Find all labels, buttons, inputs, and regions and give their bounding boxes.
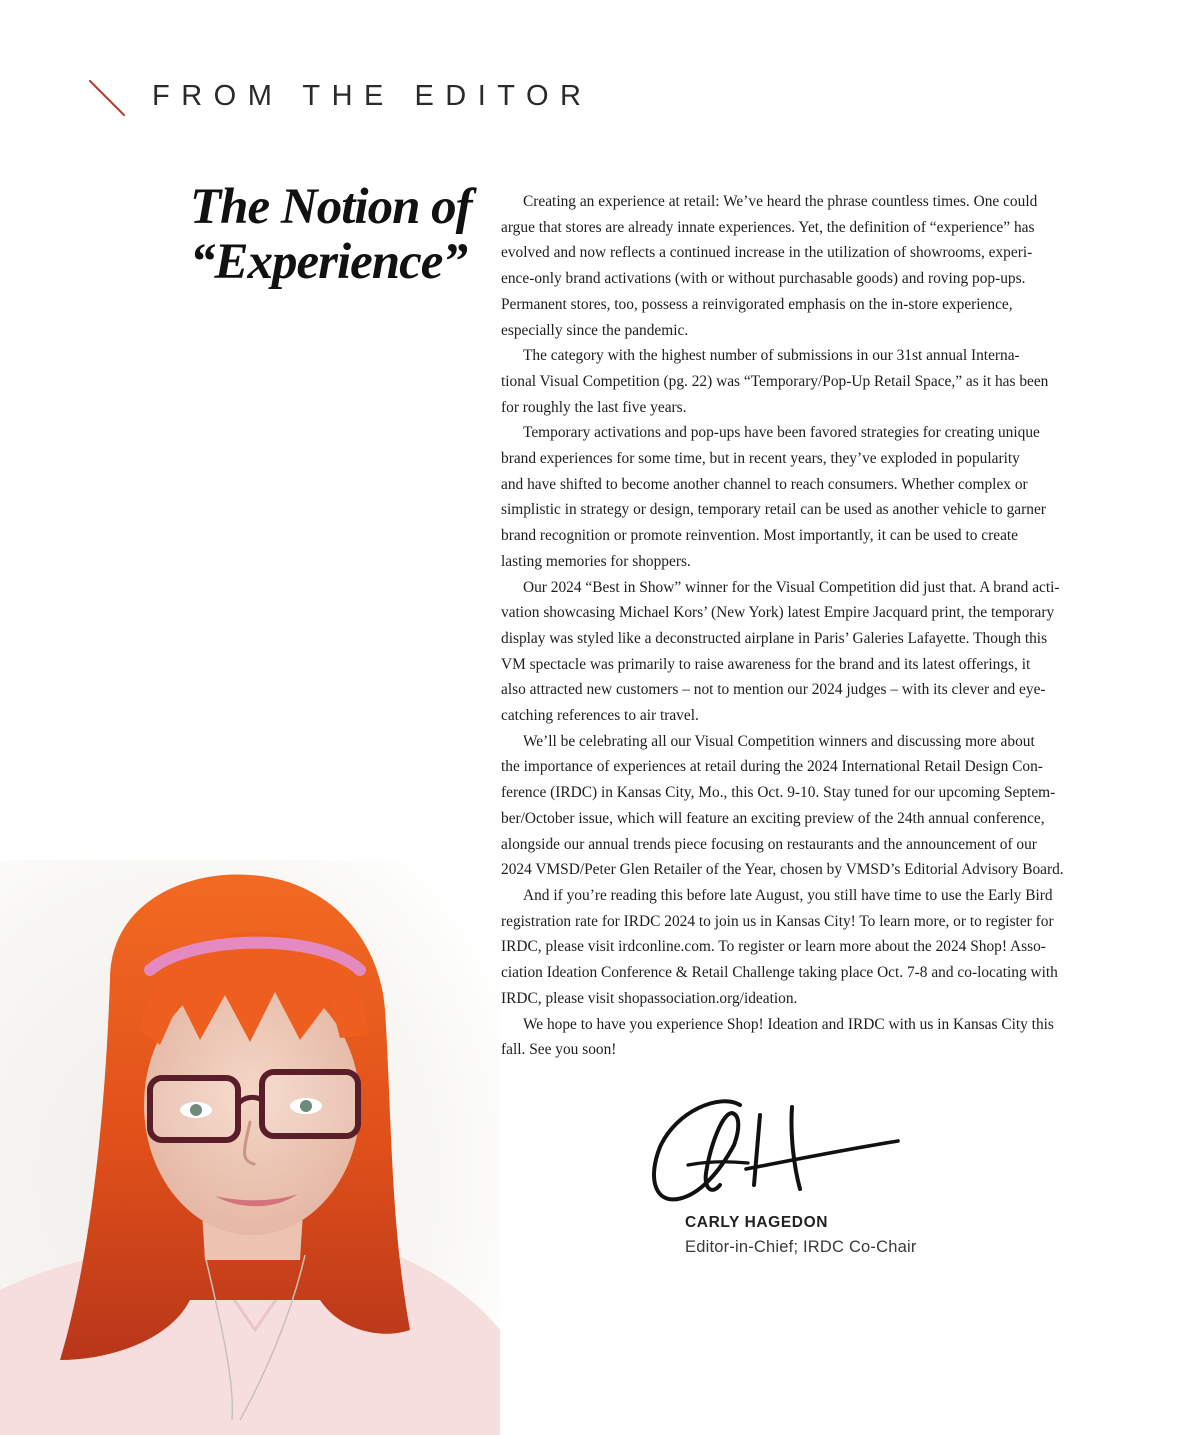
diagonal-slash-icon: [84, 78, 130, 118]
article-line: VM spectacle was primarily to raise awareness for the brand and its latest offerings, it: [501, 655, 1031, 673]
article-line: ference (IRDC) in Kansas City, Mo., this Oct. 9-10. Stay tuned for our upcoming Septem-: [501, 784, 1056, 802]
article-line: Temporary activations and pop-ups have been favored strategies for creating unique: [523, 424, 1040, 442]
article-line: 2024 VMSD/Peter Glen Retailer of the Year, chosen by VMSD’s Editorial Advisory Board.: [501, 861, 1064, 879]
article-line: lasting memories for shoppers.: [501, 552, 691, 570]
article-line: Creating an experience at retail: We’ve heard the phrase countless times. One could: [523, 193, 1038, 210]
article-line: We hope to have you experience Shop! Ideation and IRDC with us in Kansas City this: [523, 1015, 1054, 1033]
article-line: fall. See you soon!: [501, 1041, 617, 1059]
article-line: ence-only brand activations (with or without purchasable goods) and roving pop-ups.: [501, 270, 1026, 288]
editor-name: CARLY HAGEDON: [685, 1214, 829, 1231]
editor-portrait: [0, 860, 500, 1435]
article-line: And if you’re reading this before late August, you still have time to use the Early Bird: [523, 886, 1053, 904]
article-headline: [190, 180, 500, 290]
editor-title: Editor-in-Chief; IRDC Co-Chair: [685, 1238, 917, 1256]
article-line: and have shifted to become another channel to reach consumers. Whether complex or: [501, 475, 1028, 493]
article-line: IRDC, please visit shopassociation.org/ideation.: [501, 989, 798, 1007]
headline-line-2: “Experience”: [190, 234, 467, 290]
article-line: vation showcasing Michael Kors’ (New York) latest Empire Jacquard print, the temporary: [501, 604, 1055, 622]
section-kicker: FROM THE EDITOR: [152, 80, 593, 112]
article-line: We’ll be celebrating all our Visual Competition winners and discussing more about: [523, 732, 1035, 750]
article-line: alongside our annual trends piece focusing on restaurants and the announcement of our: [501, 835, 1037, 853]
article-line: IRDC, please visit irdconline.com. To register or learn more about the 2024 Shop! Asso-: [501, 938, 1046, 956]
article-line: tional Visual Competition (pg. 22) was “Temporary/Pop-Up Retail Space,” as it has been: [501, 372, 1049, 390]
article-line: especially since the pandemic.: [501, 321, 689, 339]
article-line: the importance of experiences at retail during the 2024 International Retail Design Con-: [501, 758, 1043, 776]
article-line: brand experiences for some time, but in recent years, they’ve exploded in popularity: [501, 450, 1020, 468]
article-body: [501, 189, 1086, 1063]
article-line: also attracted new customers – not to mention our 2024 judges – with its clever and eye-: [501, 681, 1046, 699]
article-line: brand recognition or promote reinvention. Most importantly, it can be used to create: [501, 527, 1019, 545]
article-line: ciation Ideation Conference & Retail Challenge taking place Oct. 7-8 and co-locating with: [501, 964, 1058, 982]
article-line: ber/October issue, which will feature an exciting preview of the 24th annual conference,: [501, 809, 1045, 827]
article-line: display was styled like a deconstructed airplane in Paris’ Galeries Lafayette. Though this: [501, 629, 1048, 647]
article-line: Permanent stores, too, possess a reinvigorated emphasis on the in-store experience,: [501, 295, 1013, 313]
article-line: catching references to air travel.: [501, 707, 699, 725]
article-line: argue that stores are already innate experiences. Yet, the definition of “experience” has: [501, 218, 1035, 236]
article-line: simplistic in strategy or design, temporary retail can be used as another vehicle to garner: [501, 501, 1046, 519]
article-line: Our 2024 “Best in Show” winner for the Visual Competition did just that. A brand acti-: [523, 578, 1060, 596]
headline-line-1: The Notion of: [190, 179, 472, 235]
article-line: registration rate for IRDC 2024 to join us in Kansas City! To learn more, or to register for: [501, 912, 1054, 930]
editor-signature: [648, 1085, 908, 1215]
article-line: for roughly the last five years.: [501, 398, 687, 416]
article-line: The category with the highest number of submissions in our 31st annual Interna-: [523, 347, 1020, 365]
article-line: evolved and now reflects a continued increase in the utilization of showrooms, experi-: [501, 244, 1033, 262]
